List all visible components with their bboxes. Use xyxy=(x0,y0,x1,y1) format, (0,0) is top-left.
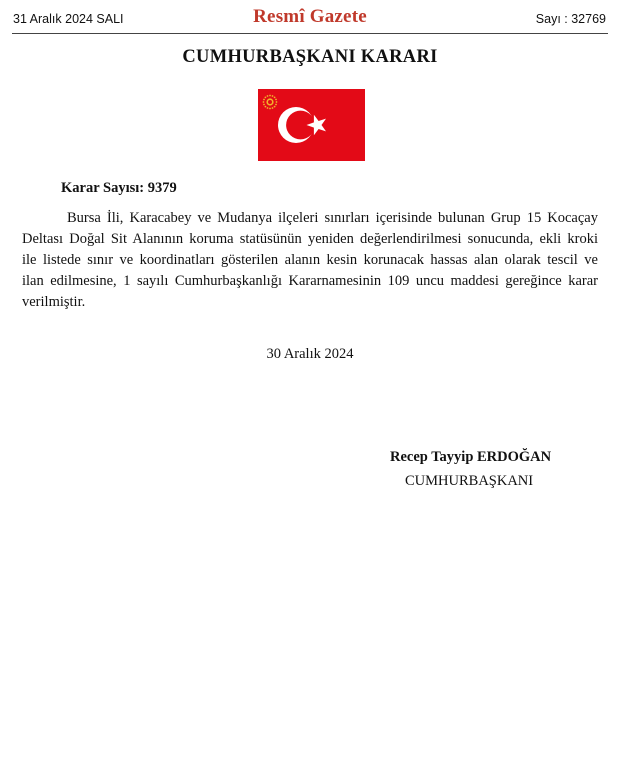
signer-name: Recep Tayyip ERDOĞAN xyxy=(390,449,552,465)
body-line: Bursa İli, Karacabey ve Mudanya ilçeleri sınırları içerisinde bulunan Grup 15 Kocaçay xyxy=(67,210,598,226)
decision-body xyxy=(22,208,598,313)
body-line: ile listede sınır ve koordinatları gösterilen alanın kesin korunacak hassas alan olarak tescil ve xyxy=(22,252,598,268)
turkish-flag-icon xyxy=(258,89,365,161)
decision-date: 30 Aralık 2024 xyxy=(266,346,354,362)
gazette-header xyxy=(12,6,608,34)
gazette-title: Resmî Gazete xyxy=(253,6,367,27)
decision-heading: CUMHURBAŞKANI KARARI xyxy=(182,47,438,67)
decision-number: Karar Sayısı: 9379 xyxy=(61,180,177,196)
body-line: ilan edilmesine, 1 sayılı Cumhurbaşkanlığı Kararnamesinin 109 uncu maddesi gereğince karar xyxy=(22,273,598,289)
issue-number: Sayı : 32769 xyxy=(535,12,606,26)
signer-title: CUMHURBAŞKANI xyxy=(405,473,534,489)
body-line: verilmiştir. xyxy=(22,294,86,310)
header-divider xyxy=(12,33,608,34)
header-date: 31 Aralık 2024 SALI xyxy=(13,12,124,26)
body-line: Deltası Doğal Sit Alanının koruma statüsünün yeniden değerlendirilmesi sonucunda, ekli kroki xyxy=(22,231,598,247)
